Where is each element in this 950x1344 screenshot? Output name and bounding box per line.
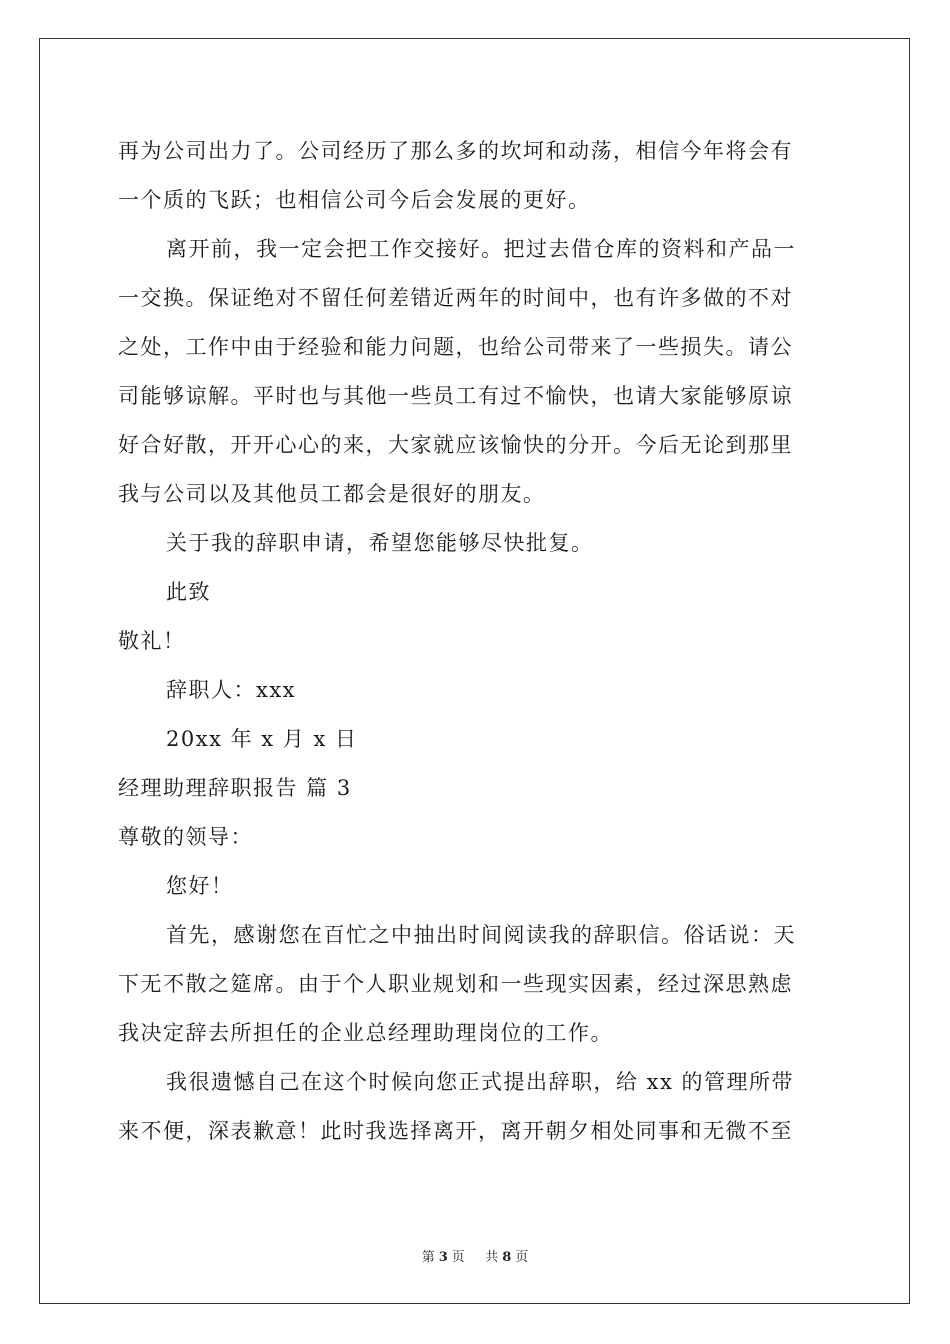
text-line: 司能够谅解。平时也与其他一些员工有过不愉快，也请大家能够原谅 (118, 384, 793, 408)
text-line: 离开前，我一定会把工作交接好。把过去借仓库的资料和产品一 (166, 237, 796, 261)
total-page-number: 8 (502, 1250, 512, 1265)
current-page-number: 3 (438, 1250, 448, 1265)
text-line: 我很遗憾自己在这个时候向您正式提出辞职，给 xx 的管理所带 (166, 1070, 795, 1094)
section-heading: 经理助理辞职报告 篇 3 (118, 776, 352, 800)
closing-salutation: 此致 (166, 580, 211, 604)
text-line: 一交换。保证绝对不留任何差错近两年的时间中，也有许多做的不对 (118, 286, 793, 310)
text-line: 再为公司出力了。公司经历了那么多的坎坷和动荡，相信今年将会有 (118, 139, 793, 163)
total-pages-indicator: 共 8 页 (485, 1250, 529, 1265)
page-footer (0, 1246, 950, 1265)
text-line: 好合好散，开开心心的来，大家就应该愉快的分开。今后无论到那里 (118, 433, 793, 457)
text-line: 我与公司以及其他员工都会是很好的朋友。 (118, 482, 546, 506)
signature-name: 辞职人：xxx (166, 678, 297, 702)
signature-date: 20xx 年 x 月 x 日 (166, 727, 358, 751)
closing-regards: 敬礼！ (118, 629, 186, 653)
letter-greeting: 尊敬的领导： (118, 825, 253, 849)
text-line: 首先，感谢您在百忙之中抽出时间阅读我的辞职信。俗话说：天 (166, 923, 796, 947)
text-line: 关于我的辞职申请，希望您能够尽快批复。 (166, 531, 594, 555)
document-body (118, 127, 834, 1156)
text-line: 我决定辞去所担任的企业总经理助理岗位的工作。 (118, 1021, 613, 1045)
text-line: 下无不散之筵席。由于个人职业规划和一些现实因素，经过深思熟虑 (118, 972, 793, 996)
text-line: 来不便，深表歉意！此时我选择离开，离开朝夕相处同事和无微不至 (118, 1119, 793, 1143)
text-line: 您好！ (166, 874, 234, 898)
text-line: 一个质的飞跃；也相信公司今后会发展的更好。 (118, 188, 591, 212)
page-indicator: 第 3 页 (421, 1250, 465, 1265)
text-line: 之处，工作中由于经验和能力问题，也给公司带来了一些损失。请公 (118, 335, 793, 359)
